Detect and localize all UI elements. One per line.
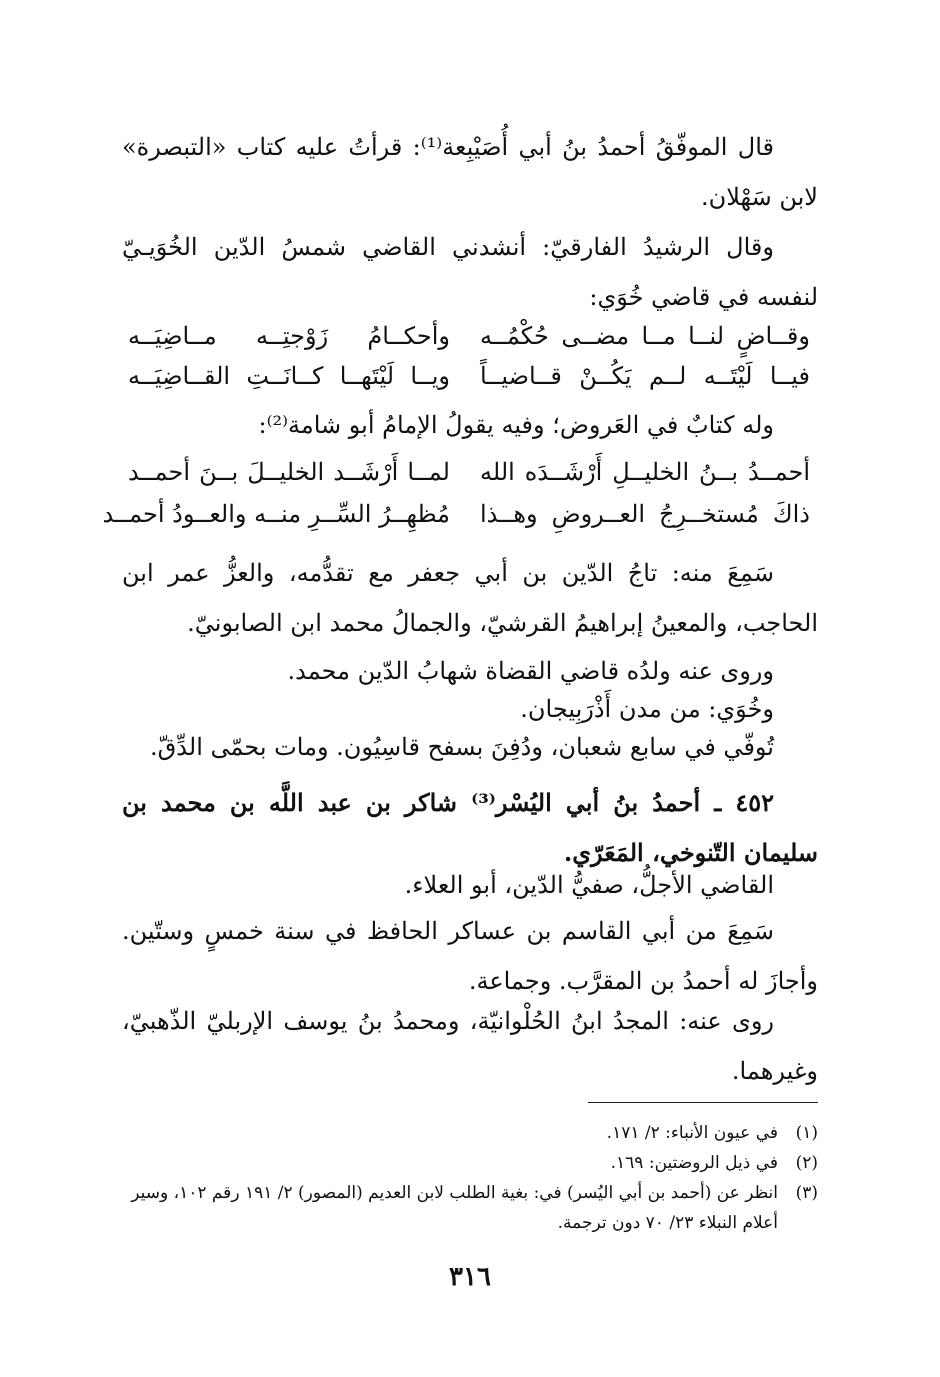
- paragraph-text: تُوفّي في سابع شعبان، ودُفِنَ بسفح قاسِيُون. ومات بحمّى الدِّقّ.: [150, 733, 774, 761]
- paragraph-text: وله كتابٌ في العَروض؛ وفيه يقولُ الإمامُ أبو شامة⁽²⁾:: [258, 411, 774, 439]
- paragraph-rashid-fariqi: [122, 222, 818, 322]
- poem-verse-3: [122, 458, 818, 498]
- footnotes: [118, 1118, 818, 1238]
- footnote-number: (٣): [795, 1183, 818, 1203]
- verse-second-hemistich: لمــا أَرْشَــد الخليــلَ بــنَ أحمــد: [128, 458, 450, 486]
- verse-first-hemistich: وقــاضٍ لنــا مــا مضــى حُكْمُــه: [480, 322, 810, 350]
- verse-second-hemistich: مُظهِــرُ السِّــرِ منــه والعــودُ أحمــد: [102, 500, 450, 528]
- verse-second-hemistich: وأحكــامُ زَوْجتِــه مــاضِيَــه: [128, 322, 450, 350]
- poem-verse-4: [102, 500, 818, 540]
- footnote-3: [118, 1178, 818, 1238]
- poem-verse-1: [122, 322, 818, 362]
- paragraph-text: وروى عنه ولدُه قاضي القضاة شهابُ الدّين محمد.: [287, 657, 774, 685]
- paragraph-text: قال الموفّقُ أحمدُ بنُ أبي أُصَيْبِعة⁽¹⁾: قرأتُ عليه كتاب «التبصرة» لابن سَهْلان.: [122, 133, 818, 211]
- entry-heading-text: ٤٥٢ ـ أحمدُ بنُ أبي اليُسْر⁽³⁾ شاكر بن عبد اللَّه بن محمد بن سليمان التّنوخي، المَعَرّي.: [122, 788, 818, 867]
- footnote-text: في عيون الأنباء: ٢/ ١٧١.: [606, 1123, 778, 1143]
- paragraph-text: وقال الرشيدُ الفارقيّ: أنشدني القاضي شمسُ الدّين الخُوَيـيّ لنفسه في قاضي خُوَي:: [122, 233, 818, 311]
- paragraph-text: القاضي الأجلُّ، صفيُّ الدّين، أبو العلاء.: [404, 871, 774, 899]
- paragraph-text: وخُوَي: من مدن أَذْرَبِيجان.: [520, 695, 774, 723]
- paragraph-text: روى عنه: المجدُ ابنُ الحُلْوانيّة، ومحمدُ بنُ يوسف الإربليّ الذّهبيّ، وغيرهما.: [122, 1007, 818, 1085]
- verse-first-hemistich: أحمــدُ بــنُ الخليــلِ أَرْشَــدَه الله: [480, 458, 810, 486]
- verse-second-hemistich: ويــا لَيْتَهــا كــانَــتِ القــاضِيَــه: [128, 362, 450, 390]
- footnote-1: [118, 1118, 818, 1148]
- paragraph-heard-from-him: [122, 548, 818, 648]
- verse-first-hemistich: ذاكَ مُستخــرِجُ العــروضِ وهــذا: [480, 500, 810, 528]
- paragraph-text: سَمِعَ منه: تاجُ الدّين بن أبي جعفر مع تقدُّمه، والعزُّ عمر ابن الحاجب، والمعينُ إبراهيمُ القرشيّ، والجمالُ محمد ابن الصابونيّ.: [122, 559, 818, 637]
- paragraph-ibn-abi-usaybia: [122, 122, 818, 222]
- footnote-number: (٢): [795, 1153, 818, 1173]
- footnote-number: (١): [795, 1123, 818, 1143]
- footnote-text: انظر عن (أحمد بن أبي اليُسر) في: بغية الطلب لابن العديم (المصور) ٢/ ١٩١ رقم ١٠٢، وسير أعلام النبلاء ٢٣/ ٧٠ دون ترجمة.: [131, 1183, 778, 1233]
- footnote-divider: [588, 1102, 818, 1103]
- page-number: ٣١٦: [449, 1262, 491, 1292]
- footnote-2: [118, 1148, 818, 1178]
- verse-first-hemistich: فيــا لَيْتَــه لــم يَكُــنْ قــاضيــاً: [480, 362, 810, 390]
- paragraph-death: [122, 722, 818, 772]
- paragraph-text: سَمِعَ من أبي القاسم بن عساكر الحافظ في سنة خمسٍ وستّين. وأجازَ له أحمدُ بن المقرَّب. وجماعة.: [122, 917, 818, 995]
- poem-verse-2: [122, 362, 818, 402]
- paragraph-narrated-from-him: [122, 996, 818, 1096]
- footnote-text: في ذيل الروضتين: ١٦٩.: [610, 1153, 778, 1173]
- paragraph-titles: [122, 860, 818, 910]
- paragraph-arud-book: [122, 400, 818, 450]
- paragraph-heard-from-ibn-asakir: [122, 906, 818, 1006]
